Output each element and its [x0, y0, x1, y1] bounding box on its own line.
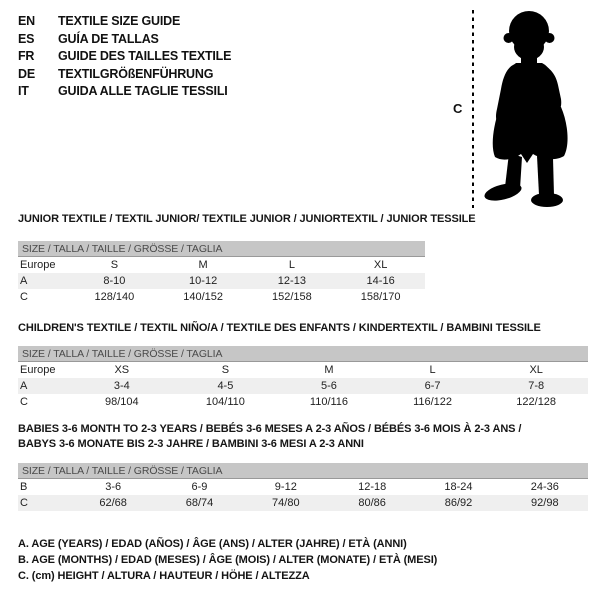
table-title-line: JUNIOR TEXTILE / TEXTIL JUNIOR/ TEXTILE JUNIOR / JUNIORTEXTIL / JUNIOR TESSILE: [18, 213, 476, 225]
table-cell: 6-9: [191, 481, 208, 493]
table-cell: 80/86: [358, 497, 386, 509]
table-cell: 24-36: [530, 481, 559, 493]
language-row: [18, 48, 231, 66]
table-cell: 10-12: [189, 275, 218, 287]
language-code: ES: [18, 31, 35, 46]
table-title: [18, 422, 588, 452]
table-cell: L: [429, 364, 436, 376]
table-cell: 98/104: [104, 396, 139, 408]
table-row: [18, 257, 425, 273]
note-line: B. AGE (MONTHS) / EDAD (MESES) / ÂGE (MOIS) / ALTER (MONATE) / ETÀ (MESI): [18, 553, 438, 566]
language-code: DE: [18, 66, 35, 81]
language-label: GUÍA DE TALLAS: [58, 31, 159, 46]
language-code: IT: [18, 84, 29, 98]
size-table-children: [18, 321, 588, 410]
table-cell: 140/152: [183, 291, 223, 303]
row-label: A: [20, 275, 28, 287]
language-code: EN: [18, 14, 35, 28]
table-title-line: BABIES 3-6 MONTH TO 2-3 YEARS / BEBÉS 3-6 MESES A 2-3 AÑOS / BÉBÉS 3-6 MOIS À 2-3 ANS /: [18, 423, 522, 435]
table-size-header-bar: [18, 463, 588, 479]
table-cell: 74/80: [272, 497, 300, 509]
table-cell: 152/158: [271, 291, 312, 303]
table-cell: 12-18: [358, 481, 387, 493]
language-row: [18, 13, 231, 31]
table-cell: 86/92: [444, 497, 473, 509]
table-cell: 110/116: [309, 396, 349, 408]
row-label: Europe: [20, 259, 56, 271]
table-cell: 8-10: [103, 275, 126, 287]
table-cell: S: [221, 364, 230, 376]
row-label: C: [20, 396, 28, 408]
table-cell: XL: [373, 259, 388, 271]
table-size-header-label: SIZE / TALLA / TAILLE / GRÖSSE / TAGLIA: [22, 464, 223, 477]
note-line: C. (cm) HEIGHT / ALTURA / HAUTEUR / HÖHE / ALTEZZA: [18, 569, 310, 582]
language-label: GUIDE DES TAILLES TEXTILE: [58, 49, 232, 63]
footnote-list: [18, 537, 437, 584]
table-cell: M: [198, 259, 208, 271]
language-row: [18, 31, 231, 49]
table-rows: [18, 362, 588, 410]
language-row: [18, 83, 231, 101]
table-cell: 18-24: [444, 481, 473, 493]
table-cell: 104/110: [205, 396, 245, 408]
table-cell: 3-6: [105, 481, 122, 493]
table-row: [18, 394, 588, 410]
table-rows: [18, 479, 588, 511]
language-row: [18, 66, 231, 84]
table-size-header-label: SIZE / TALLA / TAILLE / GRÖSSE / TAGLIA: [22, 347, 223, 360]
row-label: C: [20, 497, 28, 509]
table-cell: L: [288, 259, 295, 271]
table-cell: 3-4: [113, 380, 130, 392]
table-cell: 4-5: [217, 380, 234, 392]
language-label: TEXTILGRÖßENFÜHRUNG: [58, 66, 214, 81]
table-cell: S: [110, 259, 119, 271]
table-title: [18, 212, 476, 227]
table-cell: 68/74: [185, 497, 214, 509]
height-measure-dashed-line: [472, 10, 474, 208]
table-title-line: CHILDREN'S TEXTILE / TEXTIL NIÑO/A / TEXTILE DES ENFANTS / KINDERTEXTIL / BAMBINI TESSILE: [18, 322, 541, 334]
size-table-babies: [18, 422, 588, 511]
table-cell: 116/122: [413, 396, 453, 408]
table-cell: M: [324, 364, 334, 376]
table-cell: 9-12: [274, 481, 297, 493]
language-label: TEXTILE SIZE GUIDE: [58, 14, 181, 28]
row-label: B: [20, 481, 28, 493]
language-code: FR: [18, 49, 35, 63]
table-cell: XS: [114, 364, 130, 376]
table-row: [18, 378, 588, 394]
table-title: [18, 321, 588, 336]
baby-silhouette-icon: [480, 7, 592, 209]
table-row: [18, 479, 588, 495]
table-rows: [18, 257, 425, 305]
table-cell: 62/68: [99, 497, 127, 509]
table-title-line: BABYS 3-6 MONATE BIS 2-3 JAHRE / BAMBINI 3-6 MESI A 2-3 ANNI: [18, 438, 364, 450]
language-list: [18, 13, 231, 101]
table-cell: 158/170: [360, 291, 401, 303]
table-cell: 14-16: [366, 275, 395, 287]
table-row: [18, 289, 425, 305]
table-size-header-bar: [18, 241, 425, 257]
table-cell: 6-7: [424, 380, 441, 392]
table-cell: 5-6: [321, 380, 337, 392]
table-row: [18, 362, 588, 378]
table-cell: 12-13: [277, 275, 306, 287]
table-size-header-label: SIZE / TALLA / TAILLE / GRÖSSE / TAGLIA: [22, 242, 223, 255]
table-cell: 128/140: [94, 291, 135, 303]
table-cell: 92/98: [531, 497, 559, 509]
table-cell: 122/128: [516, 396, 557, 408]
table-row: [18, 273, 425, 289]
table-cell: 7-8: [528, 380, 545, 392]
size-table-junior: [18, 212, 476, 305]
row-label: C: [20, 291, 28, 303]
row-label: A: [20, 380, 28, 392]
table-cell: XL: [529, 364, 543, 376]
table-size-header-bar: [18, 346, 588, 362]
table-row: [18, 495, 588, 511]
height-measure-label: C: [453, 101, 463, 116]
note-line: A. AGE (YEARS) / EDAD (AÑOS) / ÂGE (ANS) / ALTER (JAHRE) / ETÀ (ANNI): [18, 538, 407, 550]
language-label: GUIDA ALLE TAGLIE TESSILI: [58, 84, 228, 98]
row-label: Europe: [20, 364, 56, 376]
